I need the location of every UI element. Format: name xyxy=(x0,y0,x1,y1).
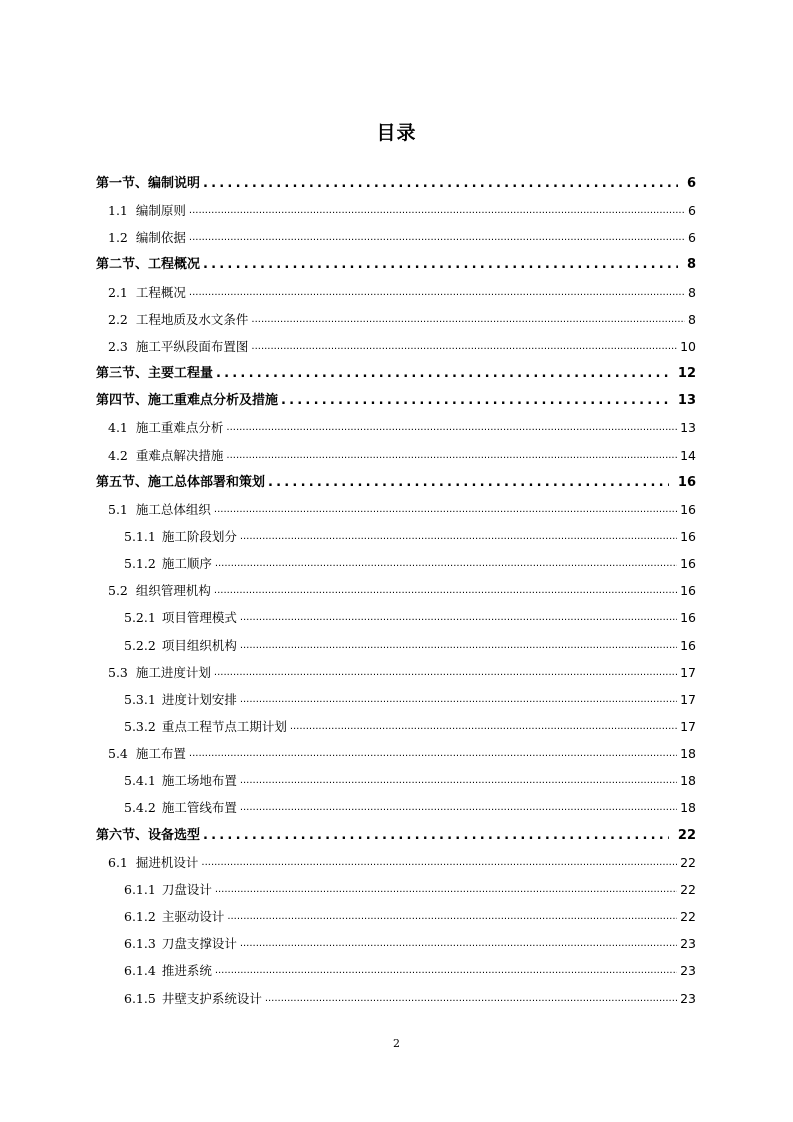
toc-entry[interactable] xyxy=(108,577,696,604)
toc-entry-text: 第四节、施工重难点分析及措施 xyxy=(96,393,279,409)
toc-entry[interactable] xyxy=(124,604,696,631)
dot-leader xyxy=(281,387,669,414)
toc-entry-label xyxy=(124,957,212,984)
toc-entry-label xyxy=(96,170,200,197)
toc-entry[interactable] xyxy=(124,903,696,930)
toc-entry-page: 6 xyxy=(688,203,696,219)
dot-leader xyxy=(216,360,669,387)
toc-entry-page: 17 xyxy=(680,719,696,734)
toc-entry-page: 6 xyxy=(686,176,696,191)
toc-entry-number: 5.4.1 xyxy=(124,773,156,789)
toc-entry-number: 6.1.5 xyxy=(124,990,156,1006)
toc-entry-text: 编制原则 xyxy=(135,203,186,219)
toc-entry-page: 8 xyxy=(688,311,696,327)
dot-leader xyxy=(215,550,677,577)
toc-entry-page: 18 xyxy=(680,800,696,816)
toc-entry-number: 6.1.2 xyxy=(124,909,156,925)
toc-entry-label xyxy=(124,632,237,659)
toc-entry-number: 5.1.2 xyxy=(124,556,156,572)
toc-entry-number: 1.2 xyxy=(108,230,128,246)
toc-entry-number: 1.1 xyxy=(108,203,128,219)
toc-entry-text: 主驱动设计 xyxy=(161,909,225,925)
toc-entry-label xyxy=(124,604,237,631)
toc-entry-text: 施工布置 xyxy=(135,746,186,762)
toc-entry-label xyxy=(96,360,213,387)
toc-entry-text: 组织管理机构 xyxy=(135,583,211,599)
toc-entry[interactable] xyxy=(108,442,696,469)
toc-entry-label xyxy=(108,496,211,523)
toc-entry[interactable] xyxy=(124,930,696,957)
toc-entry-page: 22 xyxy=(680,909,696,925)
dot-leader xyxy=(226,442,677,469)
toc-entry-page: 6 xyxy=(688,230,696,246)
dot-leader xyxy=(240,767,677,794)
toc-entry-label xyxy=(124,794,237,821)
toc-entry-text: 重难点解决措施 xyxy=(135,447,224,463)
toc-entry-label xyxy=(124,876,212,903)
toc-entry[interactable] xyxy=(124,957,696,984)
toc-entry-text: 刀盘设计 xyxy=(161,881,212,897)
toc-entry-text: 推进系统 xyxy=(161,963,212,979)
toc-entry-page: 17 xyxy=(680,664,696,680)
toc-entry-label xyxy=(124,713,287,740)
toc-entry-label xyxy=(108,333,248,360)
dot-leader xyxy=(290,713,677,740)
dot-leader xyxy=(240,632,677,659)
toc-entry-label xyxy=(124,550,212,577)
toc-entry[interactable] xyxy=(124,767,696,794)
toc-entry-label xyxy=(108,577,211,604)
toc-entry-number: 5.3.1 xyxy=(124,691,156,707)
toc-entry[interactable] xyxy=(124,985,696,1012)
toc-entry-number: 5.2 xyxy=(108,583,128,599)
toc-entry-page: 23 xyxy=(680,990,696,1006)
toc-entry-number: 2.1 xyxy=(108,284,128,300)
toc-entry-page: 13 xyxy=(680,420,696,436)
toc-entry[interactable] xyxy=(108,659,696,686)
toc-entry-number: 4.2 xyxy=(108,447,128,463)
toc-entry-label xyxy=(124,903,224,930)
toc-entry[interactable] xyxy=(108,306,696,333)
toc-entry-text: 第一节、编制说明 xyxy=(96,176,201,191)
dot-leader xyxy=(240,686,677,713)
toc-entry-number: 5.4.2 xyxy=(124,800,156,816)
toc-entry-label xyxy=(124,523,237,550)
toc-entry-number: 6.1 xyxy=(108,854,128,870)
toc-entry-page: 16 xyxy=(680,501,696,517)
page-number: 2 xyxy=(393,1037,400,1050)
toc-entry-page: 23 xyxy=(680,963,696,979)
dot-leader xyxy=(203,822,669,849)
toc-entry[interactable] xyxy=(96,170,696,197)
toc-entry-page: 17 xyxy=(680,691,696,707)
toc-entry-text: 进度计划安排 xyxy=(161,691,237,707)
dot-leader xyxy=(265,985,677,1012)
dot-leader xyxy=(240,930,677,957)
toc-entry[interactable] xyxy=(124,686,696,713)
dot-leader xyxy=(214,496,677,523)
dot-leader xyxy=(226,414,677,441)
toc-entry-label xyxy=(108,414,223,441)
toc-entry-label xyxy=(108,224,186,251)
toc-entry-number: 2.2 xyxy=(108,311,128,327)
toc-entry-text: 工程概况 xyxy=(135,284,186,300)
dot-leader xyxy=(201,849,677,876)
dot-leader xyxy=(189,740,677,767)
toc-entry-label xyxy=(108,197,186,224)
toc-entry-text: 项目组织机构 xyxy=(161,637,237,653)
toc-entry-text: 工程地质及水文条件 xyxy=(135,311,249,327)
toc-entry-label xyxy=(96,822,200,849)
toc-entry-text: 施工顺序 xyxy=(161,556,212,572)
toc-entry[interactable] xyxy=(96,251,696,278)
toc-entry-page: 23 xyxy=(680,936,696,952)
dot-leader xyxy=(203,251,678,278)
dot-leader xyxy=(189,279,685,306)
dot-leader xyxy=(189,224,685,251)
toc-entry-label xyxy=(124,767,237,794)
toc-entry-number: 5.2.1 xyxy=(124,610,156,626)
dot-leader xyxy=(227,903,677,930)
toc-entry-label xyxy=(96,251,200,278)
toc-entry-text: 第五节、施工总体部署和策划 xyxy=(96,474,266,490)
toc-entry-text: 施工总体组织 xyxy=(135,501,211,517)
toc-entry-number: 6.1.1 xyxy=(124,881,156,897)
toc-entry-number: 6.1.4 xyxy=(124,963,156,979)
dot-leader xyxy=(251,306,685,333)
toc-entry-text: 施工场地布置 xyxy=(161,773,237,789)
toc-entry-label xyxy=(124,930,237,957)
toc-entry-text: 施工阶段划分 xyxy=(161,528,237,544)
dot-leader xyxy=(189,197,685,224)
toc-entry[interactable] xyxy=(124,523,696,550)
toc-title: 目录 xyxy=(376,122,417,144)
toc-entry[interactable] xyxy=(108,740,696,767)
toc-entry[interactable] xyxy=(96,822,696,849)
toc-entry-text: 第三节、主要工程量 xyxy=(96,366,214,382)
dot-leader xyxy=(214,659,677,686)
toc-entry-page: 16 xyxy=(680,610,696,626)
toc-entry[interactable] xyxy=(96,469,696,496)
toc-entry-page: 13 xyxy=(677,393,696,409)
toc-entry-text: 第六节、设备选型 xyxy=(96,827,201,843)
toc-entry-number: 6.1.3 xyxy=(124,936,156,952)
toc-entry-text: 施工管线布置 xyxy=(161,800,237,816)
toc-entry[interactable] xyxy=(108,414,696,441)
toc-entry[interactable] xyxy=(108,279,696,306)
toc-entry[interactable] xyxy=(108,224,696,251)
toc-entry[interactable] xyxy=(108,197,696,224)
toc-entry-page: 18 xyxy=(680,746,696,762)
toc-entry-number: 5.1.1 xyxy=(124,528,156,544)
dot-leader xyxy=(214,577,677,604)
toc-entry-text: 编制依据 xyxy=(135,230,186,246)
toc-entry-number: 5.3.2 xyxy=(124,719,156,734)
toc-entry-label xyxy=(124,686,237,713)
toc-entry-label xyxy=(96,387,278,414)
toc-entry-page: 16 xyxy=(680,528,696,544)
dot-leader xyxy=(240,794,677,821)
toc-entry-page: 12 xyxy=(677,366,696,382)
toc-entry[interactable] xyxy=(108,333,696,360)
toc-entry-text: 刀盘支撑设计 xyxy=(161,936,237,952)
toc-entry[interactable] xyxy=(96,360,696,387)
toc-entry-label xyxy=(124,985,262,1012)
toc-entry[interactable] xyxy=(124,632,696,659)
toc-entry-label xyxy=(108,740,186,767)
toc-entry-page: 22 xyxy=(680,881,696,897)
toc-entry-label xyxy=(108,279,186,306)
toc-entry-number: 5.2.2 xyxy=(124,637,156,653)
toc-entry-label xyxy=(108,849,198,876)
dot-leader xyxy=(203,170,678,197)
toc-entry-text: 第二节、工程概况 xyxy=(96,257,201,273)
toc-entry-page: 22 xyxy=(680,854,696,870)
dot-leader xyxy=(215,957,677,984)
toc-entry-text: 施工重难点分析 xyxy=(135,420,224,436)
toc-entry-number: 5.3 xyxy=(108,664,128,680)
toc-entry-number: 5.1 xyxy=(108,501,128,517)
toc-entry-page: 14 xyxy=(680,447,696,463)
toc-entry-page: 16 xyxy=(680,556,696,572)
toc-entry-text: 项目管理模式 xyxy=(161,610,237,626)
toc-entry-text: 井壁支护系统设计 xyxy=(161,990,262,1006)
toc-entry-page: 16 xyxy=(677,474,696,490)
toc-entry-page: 22 xyxy=(677,827,696,843)
toc-entry-page: 8 xyxy=(688,284,696,300)
toc-entry-page: 10 xyxy=(680,338,696,354)
dot-leader xyxy=(268,469,669,496)
toc-entry-text: 施工平纵段面布置图 xyxy=(135,338,249,354)
toc-entry-label xyxy=(108,659,211,686)
toc-entry-label xyxy=(108,306,248,333)
toc-entry-page: 18 xyxy=(680,773,696,789)
toc-entry[interactable] xyxy=(108,496,696,523)
toc-entry[interactable] xyxy=(124,794,696,821)
toc-entry-number: 2.3 xyxy=(108,338,128,354)
toc-entry[interactable] xyxy=(108,849,696,876)
toc-entry-text: 重点工程节点工期计划 xyxy=(161,719,287,734)
toc-entry-number: 5.4 xyxy=(108,746,128,762)
dot-leader xyxy=(240,604,677,631)
toc-entry[interactable] xyxy=(124,550,696,577)
toc-entry[interactable] xyxy=(124,876,696,903)
dot-leader xyxy=(215,876,677,903)
dot-leader xyxy=(240,523,677,550)
toc-entry-number: 4.1 xyxy=(108,420,128,436)
toc-entry-label xyxy=(108,442,223,469)
toc-entry-text: 掘进机设计 xyxy=(135,854,199,870)
toc-entry-page: 16 xyxy=(680,583,696,599)
toc-entry-page: 16 xyxy=(680,637,696,653)
toc-entry-label xyxy=(96,469,265,496)
toc-entry[interactable] xyxy=(124,713,696,740)
toc-entry[interactable] xyxy=(96,387,696,414)
dot-leader xyxy=(251,333,677,360)
toc-entry-page: 8 xyxy=(686,257,696,273)
toc-entry-text: 施工进度计划 xyxy=(135,664,211,680)
